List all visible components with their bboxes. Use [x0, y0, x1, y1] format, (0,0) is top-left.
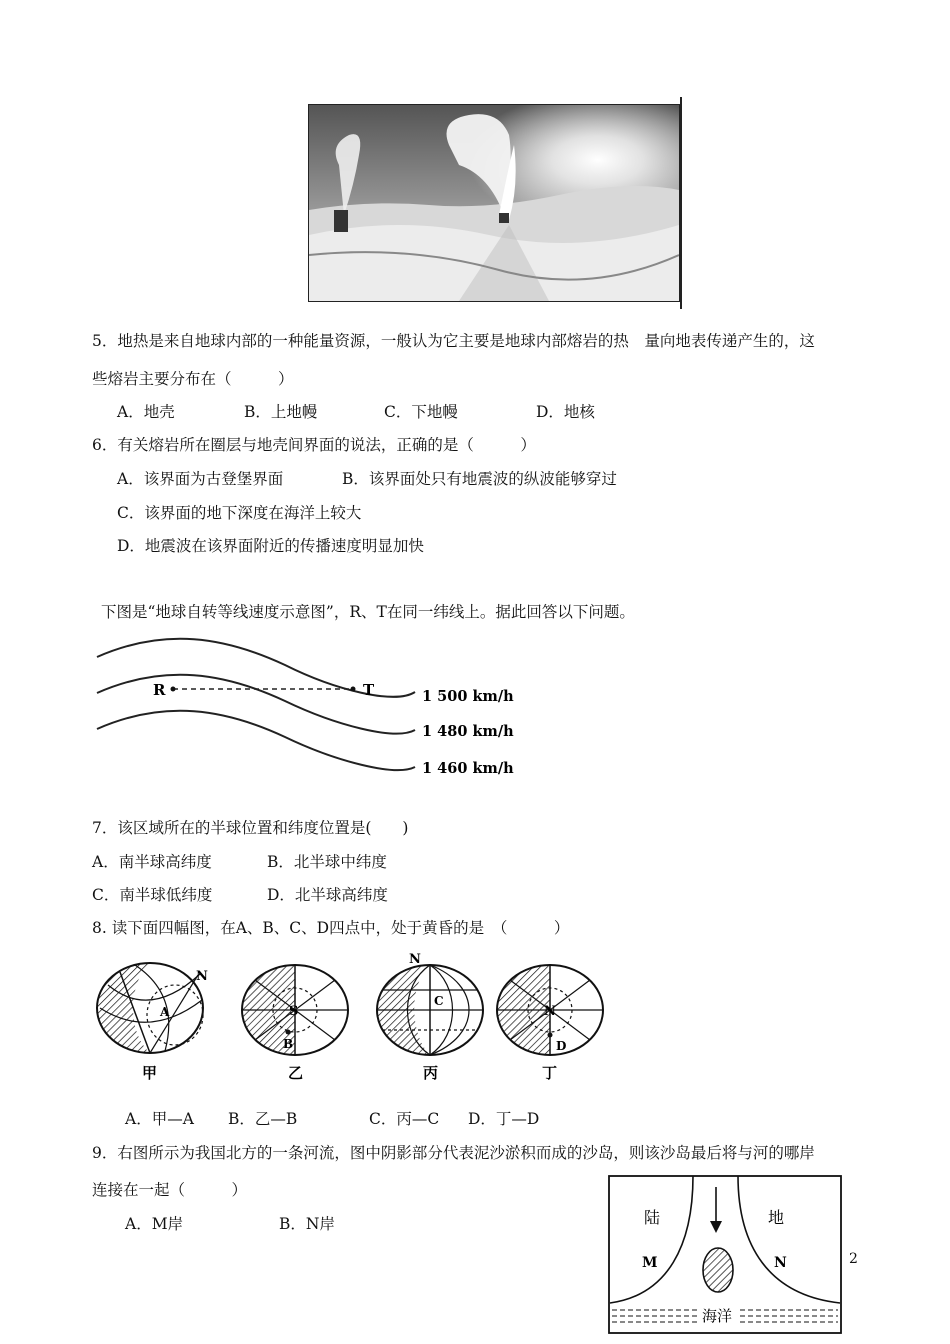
globe-label-yi: 乙 — [288, 1064, 304, 1082]
geothermal-photo — [308, 104, 680, 302]
q5-option-c: C．下地幔 — [384, 403, 458, 421]
globe-label-ding: 丁 — [542, 1064, 558, 1082]
q5-option-a: A．地壳 — [117, 403, 175, 421]
q7-option-d: D．北半球高纬度 — [267, 886, 388, 904]
velocity-contour-figure — [95, 635, 525, 795]
q8-option-a: A．甲—A — [125, 1110, 194, 1128]
q9-option-a: A．M岸 — [125, 1215, 184, 1233]
globe-yi — [242, 965, 348, 1082]
globe-label-bing: 丙 — [423, 1064, 439, 1082]
label-t: T — [363, 681, 375, 699]
q5-option-b: B．上地幔 — [244, 403, 318, 421]
label-c: C — [434, 994, 444, 1008]
q7-stem: 7．该区域所在的半球位置和纬度位置是( ) — [92, 819, 409, 837]
river-map-figure — [608, 1175, 842, 1335]
q8-stem: 8. 读下面四幅图，在A、B、C、D四点中，处于黄昏的是 （ ） — [92, 919, 570, 937]
label-s: S — [289, 1004, 299, 1019]
label-land-right: 地 — [768, 1208, 785, 1227]
q7-option-c: C．南半球低纬度 — [92, 886, 213, 904]
globe-jia — [97, 963, 208, 1082]
label-d: D — [556, 1039, 567, 1053]
label-m: M — [642, 1255, 658, 1271]
point-r — [171, 687, 176, 692]
q6-option-a: A．该界面为古登堡界面 — [117, 470, 284, 488]
label-sea: 海洋 — [702, 1307, 733, 1325]
four-globes-figure — [90, 950, 620, 1085]
label-n-jia: N — [196, 969, 208, 984]
label-1460: 1 460 km/h — [422, 760, 514, 777]
label-1480: 1 480 km/h — [422, 723, 514, 740]
label-1500: 1 500 km/h — [422, 688, 514, 705]
vertical-rule — [680, 97, 682, 309]
label-n: N — [774, 1255, 787, 1271]
q7-option-a: A．南半球高纬度 — [92, 853, 212, 871]
contour-line-1460 — [97, 711, 415, 770]
q5-option-d: D．地核 — [536, 403, 595, 421]
point-t — [351, 687, 356, 692]
q5-line1: 5．地热是来自地球内部的一种能量资源，一般认为它主要是地球内部熔岩的热 量向地表传递产生的，这 — [92, 332, 815, 350]
figure-intro: 下图是“地球自转等线速度示意图”，R、T在同一纬线上。据此回答以下问题。 — [101, 603, 635, 621]
globe-ding — [497, 965, 603, 1082]
q9-option-b: B．N岸 — [279, 1215, 335, 1233]
q7-option-b: B．北半球中纬度 — [267, 853, 387, 871]
q9-line2: 连接在一起（ ） — [92, 1181, 248, 1199]
label-r: R — [153, 681, 166, 699]
q6-option-d: D．地震波在该界面附近的传播速度明显加快 — [117, 537, 424, 555]
q6-option-b: B．该界面处只有地震波的纵波能够穿过 — [342, 470, 617, 488]
label-a: A — [160, 1005, 170, 1019]
q6-stem: 6．有关熔岩所在圈层与地壳间界面的说法，正确的是（ ） — [92, 436, 536, 454]
label-n-ding: N — [544, 1004, 556, 1019]
label-b: B — [283, 1037, 294, 1051]
label-land-left: 陆 — [644, 1208, 661, 1227]
q5-line2: 些熔岩主要分布在（ ） — [92, 370, 294, 388]
q8-option-c: C．丙—C — [369, 1110, 440, 1128]
page-number: 2 — [849, 1251, 858, 1267]
q8-option-b: B．乙—B — [228, 1110, 298, 1128]
label-n-bing: N — [409, 952, 421, 967]
globe-bing — [377, 952, 483, 1082]
q9-line1: 9．右图所示为我国北方的一条河流，图中阴影部分代表泥沙淤积而成的沙岛，则该沙岛最后将与河的哪岸 — [92, 1144, 815, 1162]
globe-label-jia: 甲 — [142, 1064, 158, 1082]
q8-option-d: D．丁—D — [468, 1110, 540, 1128]
q6-option-c: C．该界面的地下深度在海洋上较大 — [117, 504, 362, 522]
